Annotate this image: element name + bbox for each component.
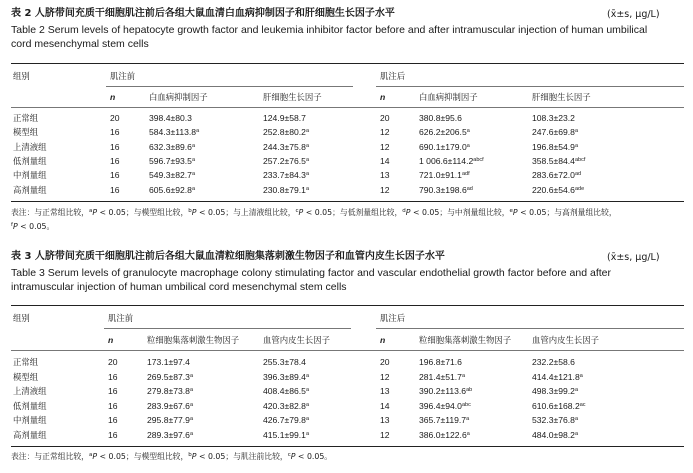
n-pre-cell <box>108 373 118 382</box>
factor-a-pre-cell <box>147 431 193 440</box>
n-post-cell-value: 12 <box>380 430 390 440</box>
n-post-cell-value: 12 <box>380 371 390 382</box>
factor-a-pre-cell-value: 605.6±92.8 <box>149 184 192 195</box>
group-cell-value: 中剂量组 <box>13 170 47 181</box>
n-post-cell <box>380 416 390 425</box>
factor-a-pre-cell-value: 398.4±80.3 <box>149 113 192 123</box>
factor-b-post-cell-value: 484.0±98.2 <box>532 430 575 440</box>
table2-title-cn: 表 2 人脐带间充质干细胞肌注前后各组大鼠血清白血病抑制因子和肝细胞生长因子水平 <box>11 8 395 19</box>
n-post-cell <box>380 143 390 152</box>
significance-marker: a <box>305 156 310 163</box>
factor-a-post-cell-value: 380.8±95.6 <box>419 113 462 123</box>
table3-factor-b-post: 血管内皮生长因子 <box>532 335 599 345</box>
n-pre-cell-value: 16 <box>108 415 118 426</box>
factor-a-pre-cell <box>149 186 195 195</box>
n-post-cell <box>380 387 390 396</box>
group-cell <box>13 431 47 439</box>
table3-post-label: 肌注后 <box>380 313 406 323</box>
table2-top-rule <box>11 63 684 64</box>
table2-bottom-rule <box>11 201 684 202</box>
factor-a-pre-cell <box>149 128 199 137</box>
factor-b-post-cell <box>532 373 583 382</box>
n-pre-cell-value: 20 <box>108 357 118 367</box>
factor-a-post-cell <box>419 387 472 396</box>
factor-b-post-cell-value: 414.4±121.8 <box>532 371 580 382</box>
group-cell <box>13 373 38 381</box>
factor-a-pre-cell <box>149 171 195 180</box>
group-cell-value: 模型组 <box>13 371 39 382</box>
table3-title-en-2: intramuscular injection of human umbilical cord mesenchymal stem cells <box>11 281 347 293</box>
table2-header-rule <box>11 107 684 108</box>
significance-marker: a <box>574 142 579 149</box>
factor-b-post-cell <box>532 171 581 180</box>
n-post-cell-value: 13 <box>380 415 390 426</box>
group-cell-value: 高剂量组 <box>13 184 47 195</box>
factor-b-pre-cell <box>263 373 309 382</box>
factor-b-pre-cell-value: 124.9±58.7 <box>263 113 306 123</box>
group-cell-value: 正常组 <box>13 357 39 367</box>
factor-b-pre-cell <box>263 143 309 152</box>
n-pre-cell-value: 16 <box>108 386 118 397</box>
significance-marker: a <box>305 372 310 379</box>
factor-a-pre-cell-value: 632.3±89.6 <box>149 141 192 152</box>
factor-b-post-cell-value: 232.2±58.6 <box>532 357 575 367</box>
significance-marker: ad <box>466 185 473 192</box>
table3-n-post: n <box>380 335 386 345</box>
n-post-cell <box>380 128 390 137</box>
n-pre-cell-value: 20 <box>110 113 120 123</box>
significance-marker: a <box>305 128 310 135</box>
significance-marker: a <box>191 171 196 178</box>
group-cell <box>13 128 38 136</box>
table2-title-en-2: cord mesenchymal stem cells <box>11 38 149 50</box>
table3-title-cn: 表 3 人脐带间充质干细胞肌注前后各组大鼠血清粒细胞集落刺激生物因子和血管内皮生长因子水平 <box>11 251 445 262</box>
n-post-cell <box>380 114 390 123</box>
n-pre-cell <box>110 143 120 152</box>
significance-marker: a <box>466 142 470 149</box>
factor-a-post-cell <box>419 373 465 382</box>
factor-b-pre-cell <box>263 128 309 137</box>
factor-a-post-cell <box>419 157 484 166</box>
table2-factor-b-post: 肝细胞生长因子 <box>532 92 591 102</box>
factor-a-pre-cell-value: 584.3±113.8 <box>149 127 197 138</box>
table3-unit: (x̄±s, μg/L) <box>607 252 660 263</box>
table3-factor-a-post: 粒细胞集落刺激生物因子 <box>419 335 512 345</box>
n-post-cell-value: 12 <box>380 141 390 152</box>
group-cell <box>13 186 47 194</box>
n-post-cell <box>380 358 390 367</box>
factor-b-post-cell-value: 283.6±72.0 <box>532 170 575 181</box>
group-cell-value: 中剂量组 <box>13 415 47 426</box>
table3-factor-a-pre: 粒细胞集落刺激生物因子 <box>147 335 240 345</box>
n-pre-cell-value: 16 <box>110 170 120 181</box>
n-post-cell-value: 14 <box>380 400 390 411</box>
n-pre-cell <box>110 114 120 123</box>
factor-a-post-cell <box>419 128 470 137</box>
factor-b-pre-cell-value: 257.2±76.5 <box>263 155 306 166</box>
factor-a-post-cell-value: 790.3±198.6 <box>419 184 467 195</box>
factor-a-pre-cell-value: 596.7±93.5 <box>149 155 192 166</box>
table3-title-en-1: Table 3 Serum levels of granulocyte macrophage colony stimulating factor and vascular endothelial growth factor before and after <box>11 267 612 279</box>
table3-note-1: 表注：与正常组比较，$^a$P < 0.05；与模型组比较，$^b$P < 0.05；与肌注前比较，$^c$P < 0.05。 <box>11 452 333 461</box>
factor-a-post-cell-value: 721.0±91.1 <box>419 170 462 181</box>
n-pre-cell <box>108 358 118 367</box>
factor-b-pre-cell <box>263 171 309 180</box>
factor-a-pre-cell <box>149 114 192 123</box>
n-pre-cell-value: 16 <box>110 184 120 195</box>
factor-a-post-cell-value: 390.2±113.6 <box>419 386 467 397</box>
factor-b-pre-cell-value: 396.3±89.4 <box>263 371 306 382</box>
factor-b-post-cell-value: 247.6±69.8 <box>532 127 575 138</box>
group-cell <box>13 114 38 122</box>
factor-a-pre-cell <box>149 143 195 152</box>
factor-a-post-cell <box>419 416 469 425</box>
significance-marker: ab <box>466 387 473 394</box>
significance-marker: a <box>574 431 579 437</box>
n-post-cell <box>380 171 390 180</box>
n-post-cell-value: 20 <box>380 113 390 123</box>
table3-top-rule <box>11 305 684 306</box>
n-pre-cell-value: 16 <box>110 141 120 152</box>
significance-marker: a <box>191 185 196 192</box>
n-post-cell-value: 12 <box>380 127 390 138</box>
n-post-cell-value: 13 <box>380 170 390 181</box>
table2-factor-b-pre: 肝细胞生长因子 <box>263 92 322 102</box>
factor-b-pre-cell <box>263 157 309 166</box>
factor-a-post-cell <box>419 114 462 123</box>
significance-marker: a <box>189 372 194 379</box>
group-cell-value: 上清液组 <box>13 386 47 397</box>
factor-b-post-cell <box>532 114 575 123</box>
factor-a-post-cell-value: 281.4±51.7 <box>419 371 462 382</box>
n-post-cell <box>380 402 390 411</box>
significance-marker: a <box>305 171 310 178</box>
table3-post-rule <box>376 328 684 329</box>
table2-pre-label: 肌注前 <box>110 71 136 81</box>
significance-marker: a <box>466 128 470 135</box>
table2-unit: (x̄±s, μg/L) <box>607 9 660 20</box>
factor-b-pre-cell-value: 408.4±86.5 <box>263 386 306 397</box>
table2-note-2: $^f$P < 0.05。 <box>11 222 55 231</box>
factor-a-post-cell <box>419 431 470 440</box>
table3-header-rule <box>11 350 684 351</box>
group-cell <box>13 387 47 395</box>
factor-a-post-cell-value: 626.2±206.5 <box>419 127 467 138</box>
factor-b-pre-cell-value: 252.8±80.2 <box>263 127 306 138</box>
factor-b-pre-cell <box>263 431 309 440</box>
factor-b-post-cell-value: 610.6±168.2 <box>532 400 580 411</box>
table2-n-pre: n <box>110 92 116 102</box>
factor-a-pre-cell-value: 279.8±73.8 <box>147 386 190 397</box>
factor-b-pre-cell-value: 230.8±79.1 <box>263 184 306 195</box>
significance-marker: ac <box>579 401 586 408</box>
group-cell-value: 模型组 <box>13 127 39 138</box>
significance-marker: a <box>191 142 196 149</box>
factor-a-post-cell-value: 396.4±94.0 <box>419 400 462 411</box>
factor-a-pre-cell <box>147 387 193 396</box>
group-cell-value: 低剂量组 <box>13 400 47 411</box>
factor-a-post-cell <box>419 171 470 180</box>
factor-b-post-cell-value: 196.8±54.9 <box>532 141 575 152</box>
n-post-cell <box>380 373 390 382</box>
table3-col-group: 组别 <box>13 313 30 323</box>
factor-b-pre-cell <box>263 387 309 396</box>
factor-a-post-cell-value: 386.0±122.6 <box>419 430 467 440</box>
significance-marker: ade <box>574 185 585 192</box>
significance-marker: adf <box>461 171 470 178</box>
factor-b-post-cell <box>532 416 578 425</box>
factor-b-pre-cell-value: 426.7±79.8 <box>263 415 306 426</box>
significance-marker: abcf <box>574 156 586 163</box>
table3-bottom-rule <box>11 446 684 447</box>
n-pre-cell-value: 16 <box>110 155 120 166</box>
n-pre-cell <box>108 387 118 396</box>
group-cell <box>13 157 47 165</box>
factor-a-post-cell-value: 196.8±71.6 <box>419 357 462 367</box>
significance-marker: a <box>189 431 194 437</box>
table2-note-1: 表注：与正常组比较，$^a$P < 0.05；与模型组比较，$^b$P < 0.05；与上清液组比较，$^c$P < 0.05；与低剂量组比较，$^d$P < 0.05；与中剂量组比较，$^e$P < 0.05；与高剂量组比较， <box>11 208 617 217</box>
factor-a-post-cell <box>419 358 462 367</box>
significance-marker: a <box>305 416 310 423</box>
significance-marker: a <box>305 142 310 149</box>
group-cell <box>13 358 38 366</box>
factor-b-post-cell <box>532 387 578 396</box>
significance-marker: a <box>305 431 310 437</box>
significance-marker: a <box>579 372 583 379</box>
factor-b-pre-cell <box>263 402 309 411</box>
n-pre-cell-value: 16 <box>108 400 118 411</box>
significance-marker: a <box>305 387 310 394</box>
factor-b-pre-cell <box>263 186 309 195</box>
table3-n-pre: n <box>108 335 114 345</box>
n-pre-cell <box>108 416 118 425</box>
table2-post-label: 肌注后 <box>380 71 406 81</box>
factor-a-pre-cell-value: 549.3±82.7 <box>149 170 192 181</box>
group-cell-value: 正常组 <box>13 113 39 123</box>
n-pre-cell <box>110 157 120 166</box>
n-pre-cell <box>108 402 118 411</box>
n-post-cell <box>380 431 390 440</box>
n-post-cell-value: 13 <box>380 386 390 397</box>
n-pre-cell-value: 16 <box>110 127 120 138</box>
factor-b-post-cell <box>532 431 578 440</box>
factor-b-pre-cell-value: 415.1±99.1 <box>263 430 306 440</box>
factor-b-post-cell <box>532 402 586 411</box>
factor-a-pre-cell-value: 283.9±67.6 <box>147 400 190 411</box>
significance-marker: a <box>305 185 310 192</box>
factor-b-post-cell <box>532 143 578 152</box>
significance-marker: a <box>466 431 470 437</box>
factor-b-pre-cell <box>263 358 306 367</box>
table2-factor-a-pre: 白血病抑制因子 <box>149 92 208 102</box>
significance-marker: a <box>189 401 194 408</box>
table2-pre-rule <box>106 86 353 87</box>
table2-col-group: 组别 <box>13 71 30 81</box>
significance-marker: a <box>466 416 470 423</box>
table3-pre-label: 肌注前 <box>108 313 134 323</box>
group-cell <box>13 402 47 410</box>
significance-marker: ad <box>574 171 582 178</box>
n-post-cell-value: 20 <box>380 357 390 367</box>
significance-marker: a <box>196 128 200 135</box>
significance-marker: a <box>305 401 310 408</box>
significance-marker: abcf <box>473 156 484 163</box>
factor-a-pre-cell <box>149 157 195 166</box>
n-post-cell <box>380 186 390 195</box>
table2-n-post: n <box>380 92 386 102</box>
table2-title-en-1: Table 2 Serum levels of hepatocyte growth factor and leukemia inhibitor factor before and after intramuscular injection of human umbilical <box>11 24 648 36</box>
factor-b-post-cell-value: 358.5±84.4 <box>532 155 575 166</box>
table3-pre-rule <box>104 328 351 329</box>
group-cell-value: 高剂量组 <box>13 430 47 440</box>
factor-a-pre-cell <box>147 402 193 411</box>
n-post-cell <box>380 157 390 166</box>
group-cell <box>13 171 47 179</box>
n-pre-cell <box>108 431 118 440</box>
factor-b-pre-cell-value: 244.3±75.8 <box>263 141 306 152</box>
factor-a-pre-cell <box>147 416 193 425</box>
factor-a-post-cell-value: 690.1±179.0 <box>419 141 467 152</box>
factor-a-post-cell <box>419 186 473 195</box>
n-pre-cell <box>110 171 120 180</box>
n-pre-cell-value: 16 <box>108 371 118 382</box>
group-cell <box>13 143 47 151</box>
n-post-cell-value: 12 <box>380 184 390 195</box>
significance-marker: a <box>574 128 579 135</box>
n-pre-cell-value: 16 <box>108 430 118 440</box>
significance-marker: a <box>191 156 196 163</box>
n-pre-cell <box>110 128 120 137</box>
factor-b-post-cell-value: 108.3±23.2 <box>532 113 575 123</box>
group-cell-value: 上清液组 <box>13 141 47 152</box>
table2-factor-a-post: 白血病抑制因子 <box>419 92 478 102</box>
table2-post-rule <box>376 86 684 87</box>
group-cell <box>13 416 47 424</box>
n-pre-cell <box>110 186 120 195</box>
factor-b-post-cell-value: 220.6±54.6 <box>532 184 575 195</box>
significance-marker: a <box>189 387 194 394</box>
factor-b-post-cell <box>532 128 578 137</box>
factor-b-post-cell-value: 532.3±76.8 <box>532 415 575 426</box>
table3-factor-b-pre: 血管内皮生长因子 <box>263 335 330 345</box>
factor-b-post-cell-value: 498.3±99.2 <box>532 386 575 397</box>
factor-a-post-cell <box>419 143 470 152</box>
factor-a-pre-cell-value: 269.5±87.3 <box>147 371 190 382</box>
factor-b-pre-cell <box>263 416 309 425</box>
factor-a-pre-cell <box>147 373 193 382</box>
significance-marker: abc <box>461 401 471 408</box>
factor-a-pre-cell-value: 289.3±97.6 <box>147 430 190 440</box>
significance-marker: a <box>189 416 194 423</box>
significance-marker: a <box>574 387 579 394</box>
factor-a-post-cell-value: 1 006.6±114.2 <box>419 155 474 166</box>
factor-a-pre-cell <box>147 358 190 367</box>
factor-b-post-cell <box>532 157 585 166</box>
group-cell-value: 低剂量组 <box>13 155 47 166</box>
n-post-cell-value: 14 <box>380 155 390 166</box>
significance-marker: a <box>574 416 579 423</box>
factor-a-pre-cell-value: 173.1±97.4 <box>147 357 190 367</box>
factor-b-pre-cell-value: 255.3±78.4 <box>263 357 306 367</box>
factor-b-pre-cell-value: 233.7±84.3 <box>263 170 306 181</box>
factor-b-pre-cell <box>263 114 306 123</box>
factor-b-pre-cell-value: 420.3±82.8 <box>263 400 306 411</box>
factor-a-post-cell-value: 365.7±119.7 <box>419 415 467 426</box>
factor-b-post-cell <box>532 358 575 367</box>
factor-a-pre-cell-value: 295.8±77.9 <box>147 415 190 426</box>
factor-b-post-cell <box>532 186 584 195</box>
factor-a-post-cell <box>419 402 471 411</box>
significance-marker: a <box>461 372 466 379</box>
